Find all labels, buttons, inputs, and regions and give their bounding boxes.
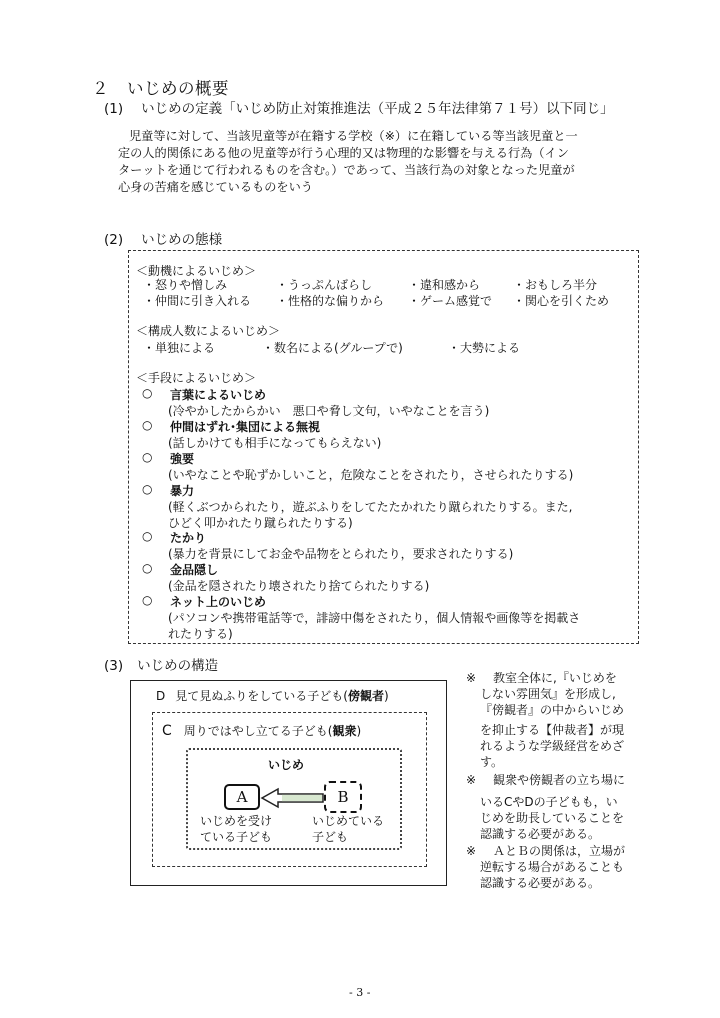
chapter-title: いじめの概要: [127, 79, 229, 98]
section1-label: (1): [104, 101, 124, 117]
note-line: 観衆や傍観者の立ち場に: [493, 773, 626, 787]
note-line: れるような学級経営をめざ: [480, 739, 625, 753]
note-line: いるCやDの子どもも，い: [480, 795, 618, 809]
definition-line-1: 児童等に対して、当該児童等が在籍する学校（※）に在籍している等当該児童と一: [129, 129, 578, 143]
bystander-close: ): [383, 689, 389, 703]
note-line: を抑止する【仲裁者】が現: [480, 723, 625, 737]
means-item-desc: ひどく叩かれたり蹴られたりする): [168, 516, 353, 530]
section2-label: (2): [104, 232, 124, 248]
section1-title: いじめの定義「いじめ防止対策推進法（平成２５年法律第７１号）以下同じ」: [141, 101, 614, 117]
audience-letter: C: [162, 723, 172, 739]
victim-letter: A: [236, 788, 248, 806]
means-bullet: ○: [142, 529, 153, 543]
means-item-desc: (暴力を背景にしてお金や品物をとられたり，要求されたりする): [168, 547, 514, 561]
definition-line-3: ターットを通じて行われるものを含む。）であって、当該行為の対象となった児童が: [118, 163, 575, 177]
definition-line-2: 定の人的関係にある他の児童等が行う心理的又は物理的な影響を与える行為（イン: [118, 146, 569, 160]
means-item-desc: (軽くぶつかられたり，遊ぶふりをしてたたかれたり蹴られたりする。また,: [168, 500, 573, 514]
audience-close: ): [356, 724, 362, 738]
note-line: す。: [480, 755, 504, 769]
means-item-desc: (冷やかしたからかい 悪口や脅し文句，いやなことを言う): [168, 404, 490, 418]
bully-caption: 子ども: [312, 830, 349, 844]
means-bullet: ○: [142, 418, 153, 432]
means-item-desc: (いやなことや恥ずかしいこと，危険なことをされたり，させられたりする): [168, 468, 574, 482]
audience-term: 観衆: [332, 724, 357, 738]
means-item-desc: (金品を隠されたり壊されたり捨てられたりする): [168, 579, 430, 593]
motive-item: ・ゲーム感覚で: [408, 294, 493, 308]
means-item-desc: れたりする): [168, 627, 233, 641]
means-heading: ＜手段によるいじめ＞: [136, 371, 257, 385]
chapter-number: ２: [92, 79, 109, 98]
motive-item: ・うっぷんばらし: [276, 278, 373, 292]
means-item-title: 言葉によるいじめ: [170, 388, 267, 402]
means-bullet: ○: [142, 386, 153, 400]
motive-item: ・仲間に引き入れる: [143, 294, 252, 308]
bully-caption: いじめている: [312, 814, 385, 828]
victim-box: [224, 784, 260, 810]
motive-item: ・違和感から: [408, 278, 481, 292]
members-item: ・単独による: [143, 341, 216, 355]
means-item-title: 強要: [170, 452, 195, 466]
motive-item: ・性格的な偏りから: [276, 294, 385, 308]
note-line: しない雰囲気』を形成し,: [480, 687, 616, 701]
arrow-icon: [260, 784, 324, 812]
motive-item: ・おもしろ半分: [513, 278, 598, 292]
bully-box: [324, 781, 362, 813]
note-mark: ※: [466, 773, 477, 787]
victim-caption: ている子ども: [200, 830, 273, 844]
page-number: - 3 -: [349, 986, 371, 999]
bystander-label: [156, 687, 389, 704]
members-item: ・大勢による: [448, 341, 521, 355]
section2-heading: [104, 228, 222, 248]
means-item-title: 仲間はずれ･集団による無視: [170, 420, 321, 434]
members-item: ・数名による(グループで): [262, 341, 403, 355]
note-line: ＡとＢの関係は，立場が: [493, 844, 626, 858]
motive-item: ・怒りや憎しみ: [143, 278, 228, 292]
means-item-title: 金品隠し: [170, 563, 219, 577]
bystander-text: 見て見ぬふりをしている子ども(: [175, 689, 348, 703]
bully-letter: B: [337, 788, 349, 806]
note-line: 『傍観者』の中からいじめ: [480, 703, 625, 717]
means-item-title: たかり: [170, 531, 207, 545]
note-line: 認識する必要がある。: [480, 876, 601, 890]
note-line: じめを助長していることを: [480, 811, 625, 825]
bystander-letter: D: [156, 689, 166, 703]
note-line: 教室全体に,『いじめを: [493, 671, 617, 685]
section1-heading: [104, 97, 614, 117]
audience-text: 周りではやし立てる子ども(: [183, 724, 333, 738]
note-mark: ※: [466, 671, 477, 685]
means-item-desc: (パソコンや携帯電話等で，誹謗中傷をされたり，個人情報や画像等を掲載さ: [168, 611, 581, 625]
means-bullet: ○: [142, 450, 153, 464]
section3-title: いじめの構造: [137, 658, 219, 674]
means-item-title: 暴力: [170, 484, 195, 498]
means-bullet: ○: [142, 561, 153, 575]
note-mark: ※: [466, 844, 477, 858]
bystander-term: 傍観者: [347, 689, 384, 703]
victim-caption: いじめを受け: [200, 814, 273, 828]
section2-title: いじめの態様: [141, 232, 223, 248]
note-line: 認識する必要がある。: [480, 827, 601, 841]
section3-heading: [104, 654, 218, 674]
note-line: 逆転する場合があることも: [480, 860, 625, 874]
motive-item: ・関心を引くため: [513, 294, 610, 308]
bullying-title: いじめ: [268, 758, 305, 772]
motive-heading: ＜動機によるいじめ＞: [136, 264, 257, 278]
members-heading: ＜構成人数によるいじめ＞: [136, 324, 281, 338]
means-bullet: ○: [142, 482, 153, 496]
chapter-heading: [92, 75, 229, 99]
means-item-desc: (話しかけても相手になってもらえない): [168, 436, 382, 450]
means-item-title: ネット上のいじめ: [170, 595, 267, 609]
means-bullet: ○: [142, 593, 153, 607]
audience-label: [162, 722, 361, 739]
section3-label: (3): [104, 658, 124, 674]
definition-line-4: 心身の苦痛を感じているものをいう: [118, 180, 313, 194]
